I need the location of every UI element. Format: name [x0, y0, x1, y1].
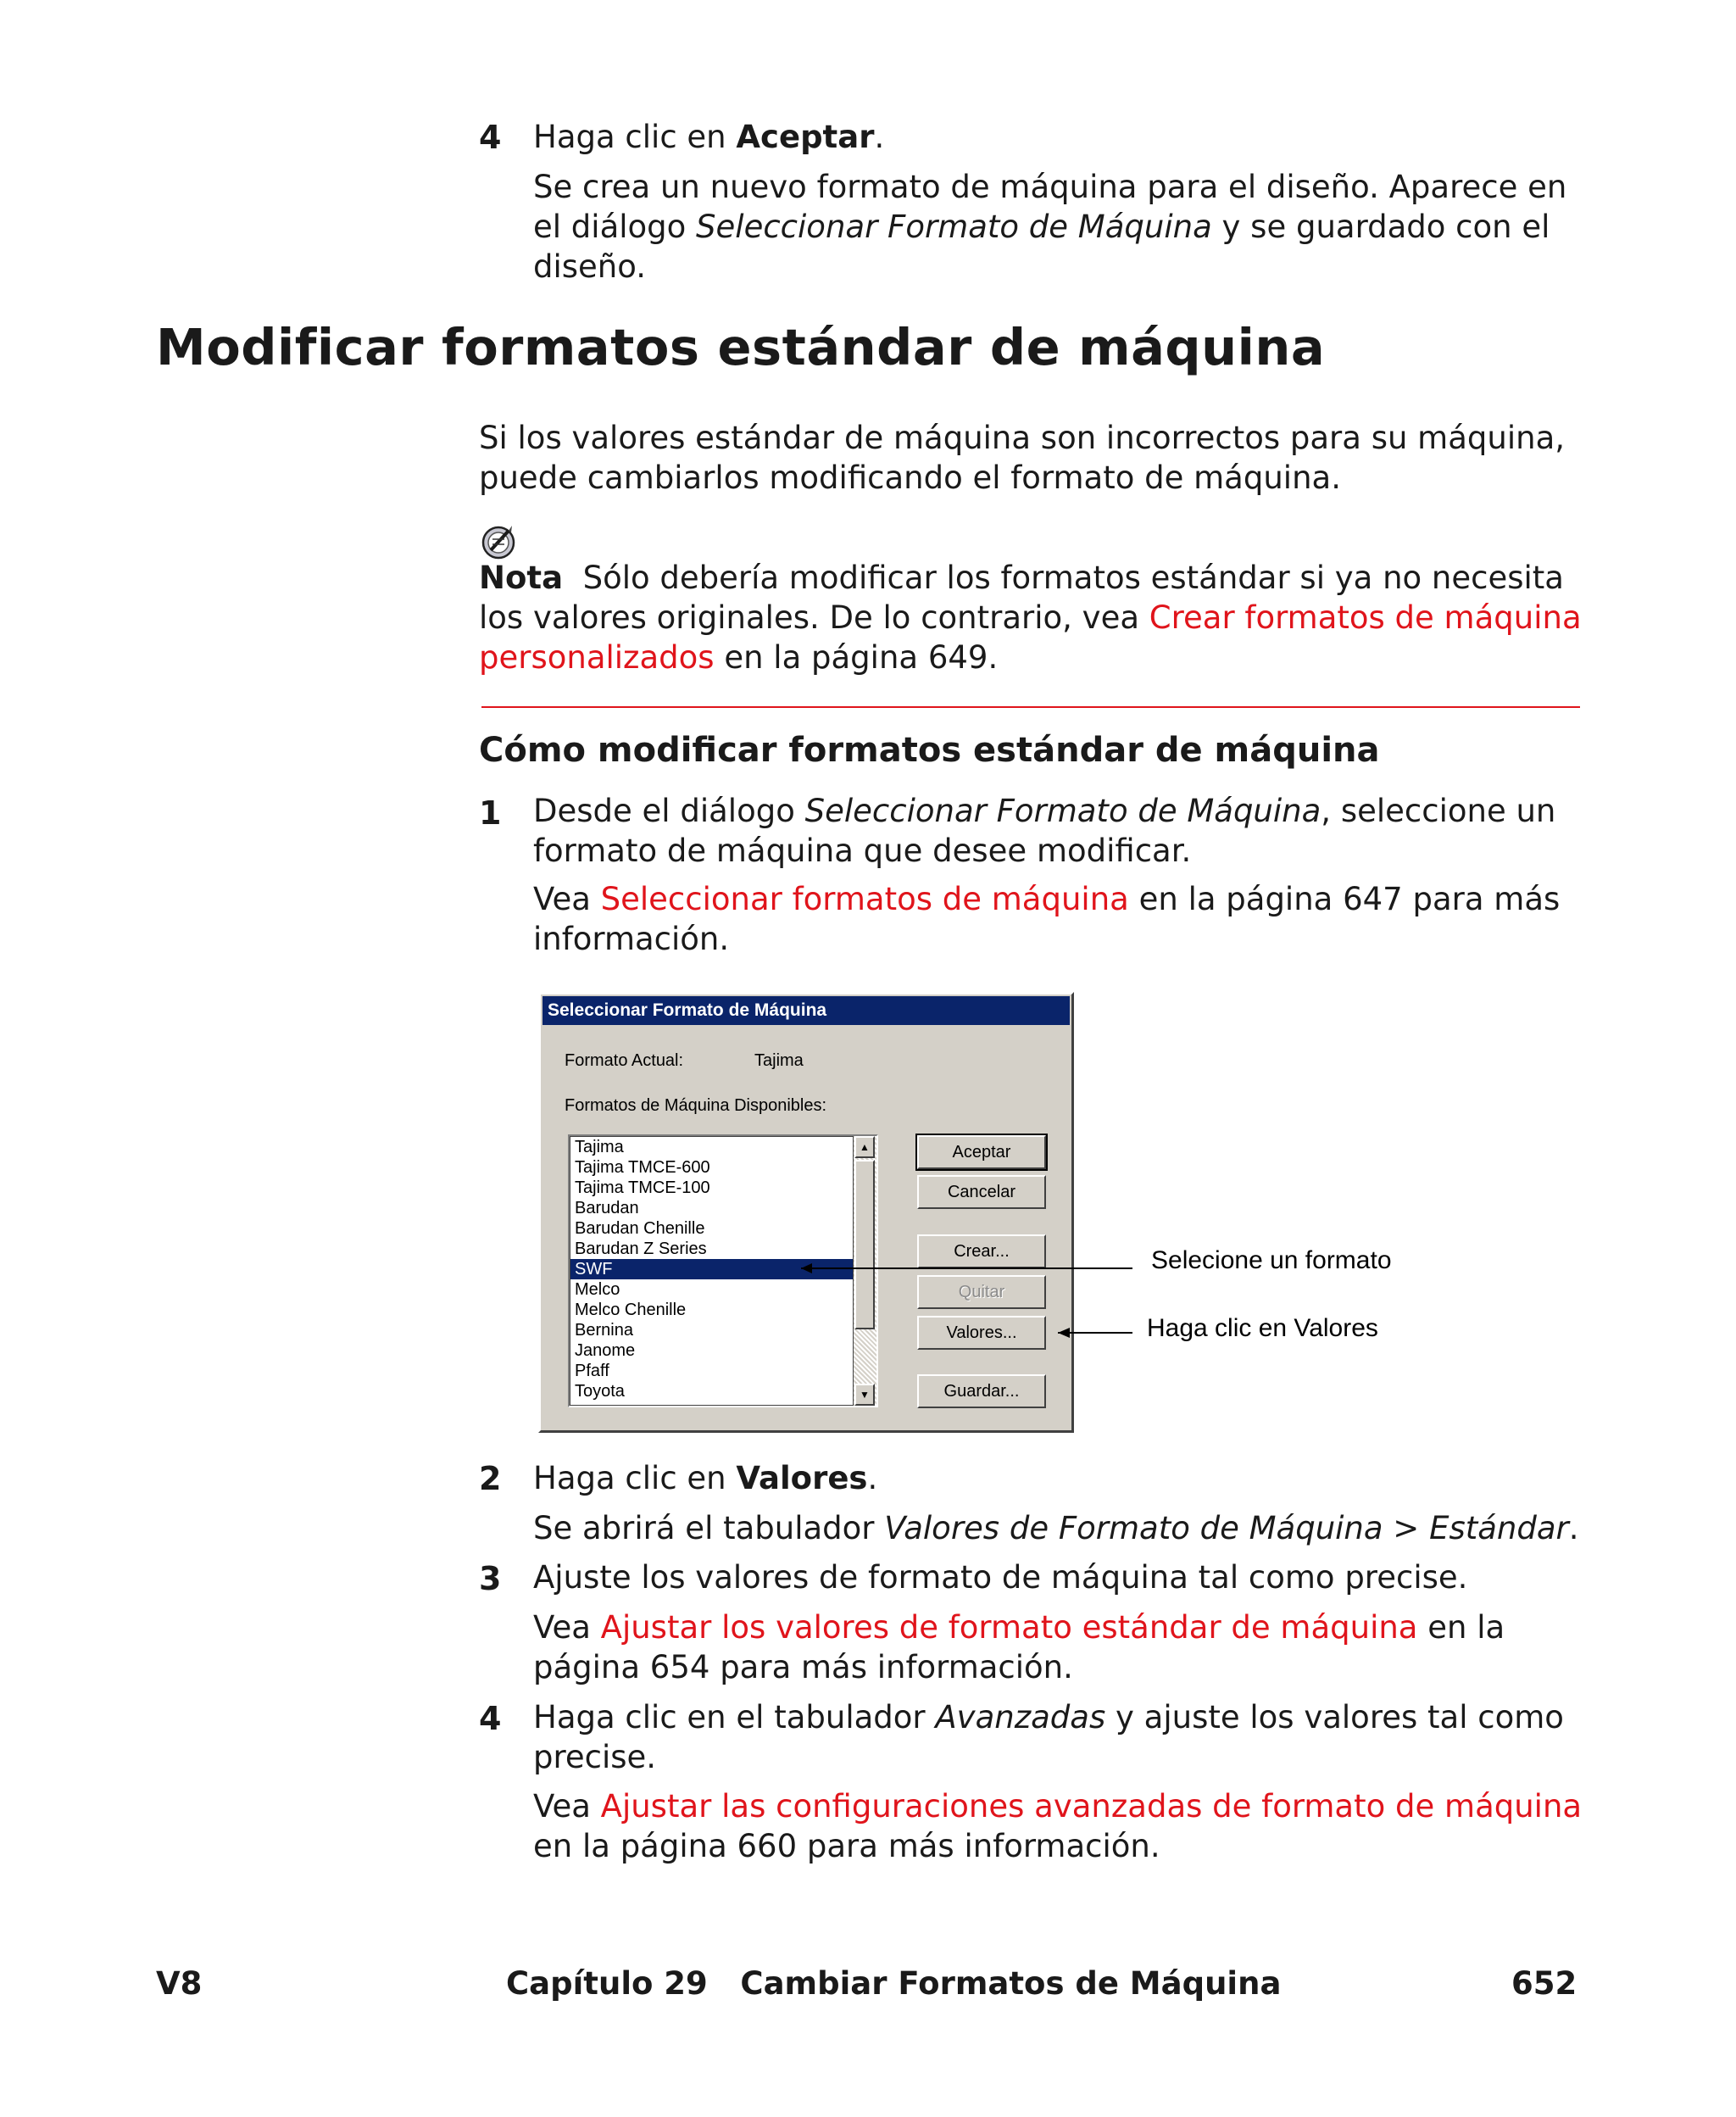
text-run: Sólo debería modificar los formatos estándar si ya no necesita los valores originales. De lo contrario, vea — [479, 560, 1564, 636]
save-button[interactable]: Guardar... — [917, 1374, 1046, 1408]
text-run: . — [867, 1460, 878, 1496]
create-button[interactable]: Crear... — [917, 1234, 1046, 1268]
text-run: Vea — [533, 1609, 601, 1646]
values-emphasis: Valores — [736, 1460, 868, 1496]
available-formats-label: Formatos de Máquina Disponibles: — [565, 1096, 827, 1115]
values-button[interactable]: Valores... — [917, 1316, 1046, 1350]
step-3-text: Ajuste los valores de formato de máquina tal como precise. — [533, 1559, 1468, 1596]
list-item[interactable]: Toyota — [575, 1382, 625, 1401]
text-run: , seleccione un formato de máquina que desee modificar. — [533, 793, 1556, 869]
step-3-see — [533, 1607, 1593, 1687]
step-number: 3 — [479, 1560, 502, 1597]
text-run: en la página 654 para más información. — [533, 1609, 1505, 1685]
callout-click-values: Haga clic en Valores — [1147, 1314, 1378, 1342]
dialog-name: Seleccionar Formato de Máquina — [804, 793, 1321, 829]
tab-path: Valores de Formato de Máquina > Estándar — [884, 1510, 1569, 1546]
list-item[interactable]: Melco — [575, 1280, 620, 1299]
list-item[interactable]: Janome — [575, 1341, 636, 1360]
list-item[interactable]: SWF — [570, 1259, 853, 1279]
list-item[interactable]: Bernina — [575, 1321, 633, 1340]
step-2-text — [533, 1458, 1593, 1498]
dialog-name: Seleccionar Formato de Máquina — [696, 209, 1212, 245]
list-item[interactable]: Barudan Chenille — [575, 1219, 705, 1238]
step-2-sub — [533, 1508, 1593, 1548]
text-run: en la página 647 para más información. — [533, 881, 1561, 957]
accept-button[interactable]: Aceptar — [917, 1135, 1046, 1169]
step-number: 1 — [479, 794, 502, 832]
link-select-formats[interactable]: Seleccionar formatos de máquina — [600, 881, 1129, 917]
dialog-title: Seleccionar Formato de Máquina — [542, 996, 1070, 1025]
text-run: Desde el diálogo — [533, 793, 805, 829]
section-intro: Si los valores estándar de máquina son incorrectos para su máquina, puede cambiarlos modificando el formato de máquina. — [479, 420, 1565, 496]
link-custom-formats[interactable]: Crear formatos de máquina personalizados — [479, 599, 1582, 676]
footer-chapter: Capítulo 29 Cambiar Formatos de Máquina — [506, 1965, 1282, 2002]
text-run: Se abrirá el tabulador — [533, 1510, 885, 1546]
scroll-up-arrow-icon[interactable]: ▲ — [854, 1136, 875, 1158]
procedure-title: Cómo modificar formatos estándar de máquina — [479, 731, 1380, 770]
step-4-text — [533, 1697, 1593, 1777]
text-run: Haga clic en — [533, 1460, 737, 1496]
list-item[interactable]: Pfaff — [575, 1362, 609, 1380]
text-run: . — [874, 119, 885, 155]
step-number: 4 — [479, 1700, 502, 1737]
accept-emphasis: Aceptar — [736, 119, 875, 155]
list-item[interactable]: Melco Chenille — [575, 1301, 687, 1319]
tab-name: Avanzadas — [935, 1699, 1106, 1735]
list-item[interactable]: Tajima — [575, 1138, 624, 1156]
text-run: Se crea un nuevo formato de máquina para el diseño. Aparece en el diálogo — [533, 169, 1567, 245]
step-4-see — [533, 1786, 1593, 1866]
text-run: en la página 649. — [714, 639, 999, 676]
text-run: Haga clic en — [533, 119, 737, 155]
list-item[interactable]: Barudan — [575, 1199, 639, 1217]
text-run: . — [1568, 1510, 1579, 1546]
scroll-down-arrow-icon[interactable]: ▼ — [854, 1384, 875, 1406]
note-label: Nota — [479, 560, 564, 596]
step-number: 4 — [479, 119, 502, 156]
link-advanced-settings[interactable]: Ajustar las configuraciones avanzadas de formato de máquina — [600, 1788, 1583, 1825]
current-format-label: Formato Actual: — [565, 1051, 684, 1070]
text-run: Vea — [533, 1788, 601, 1825]
section-title: Modificar formatos estándar de máquina — [156, 318, 1326, 376]
text-run: Vea — [533, 881, 601, 917]
list-item[interactable]: Tajima TMCE-100 — [575, 1178, 710, 1197]
footer-page-number: 652 — [1511, 1965, 1577, 2002]
list-item[interactable]: Tajima TMCE-600 — [575, 1158, 710, 1177]
text-run: en la página 660 para más información. — [533, 1828, 1160, 1864]
remove-button: Quitar — [917, 1275, 1046, 1309]
current-format-value: Tajima — [754, 1051, 804, 1070]
step-number: 2 — [479, 1460, 502, 1497]
footer-version: V8 — [156, 1965, 203, 2002]
cancel-button[interactable]: Cancelar — [917, 1175, 1046, 1209]
callout-select-format: Selecione un formato — [1151, 1246, 1392, 1274]
text-run: y ajuste los valores tal como precise. — [533, 1699, 1564, 1775]
text-run: y se guardado con el diseño. — [533, 209, 1550, 285]
list-item[interactable]: Barudan Z Series — [575, 1240, 707, 1258]
link-standard-values[interactable]: Ajustar los valores de formato estándar de máquina — [600, 1609, 1418, 1646]
text-run: Haga clic en el tabulador — [533, 1699, 936, 1735]
